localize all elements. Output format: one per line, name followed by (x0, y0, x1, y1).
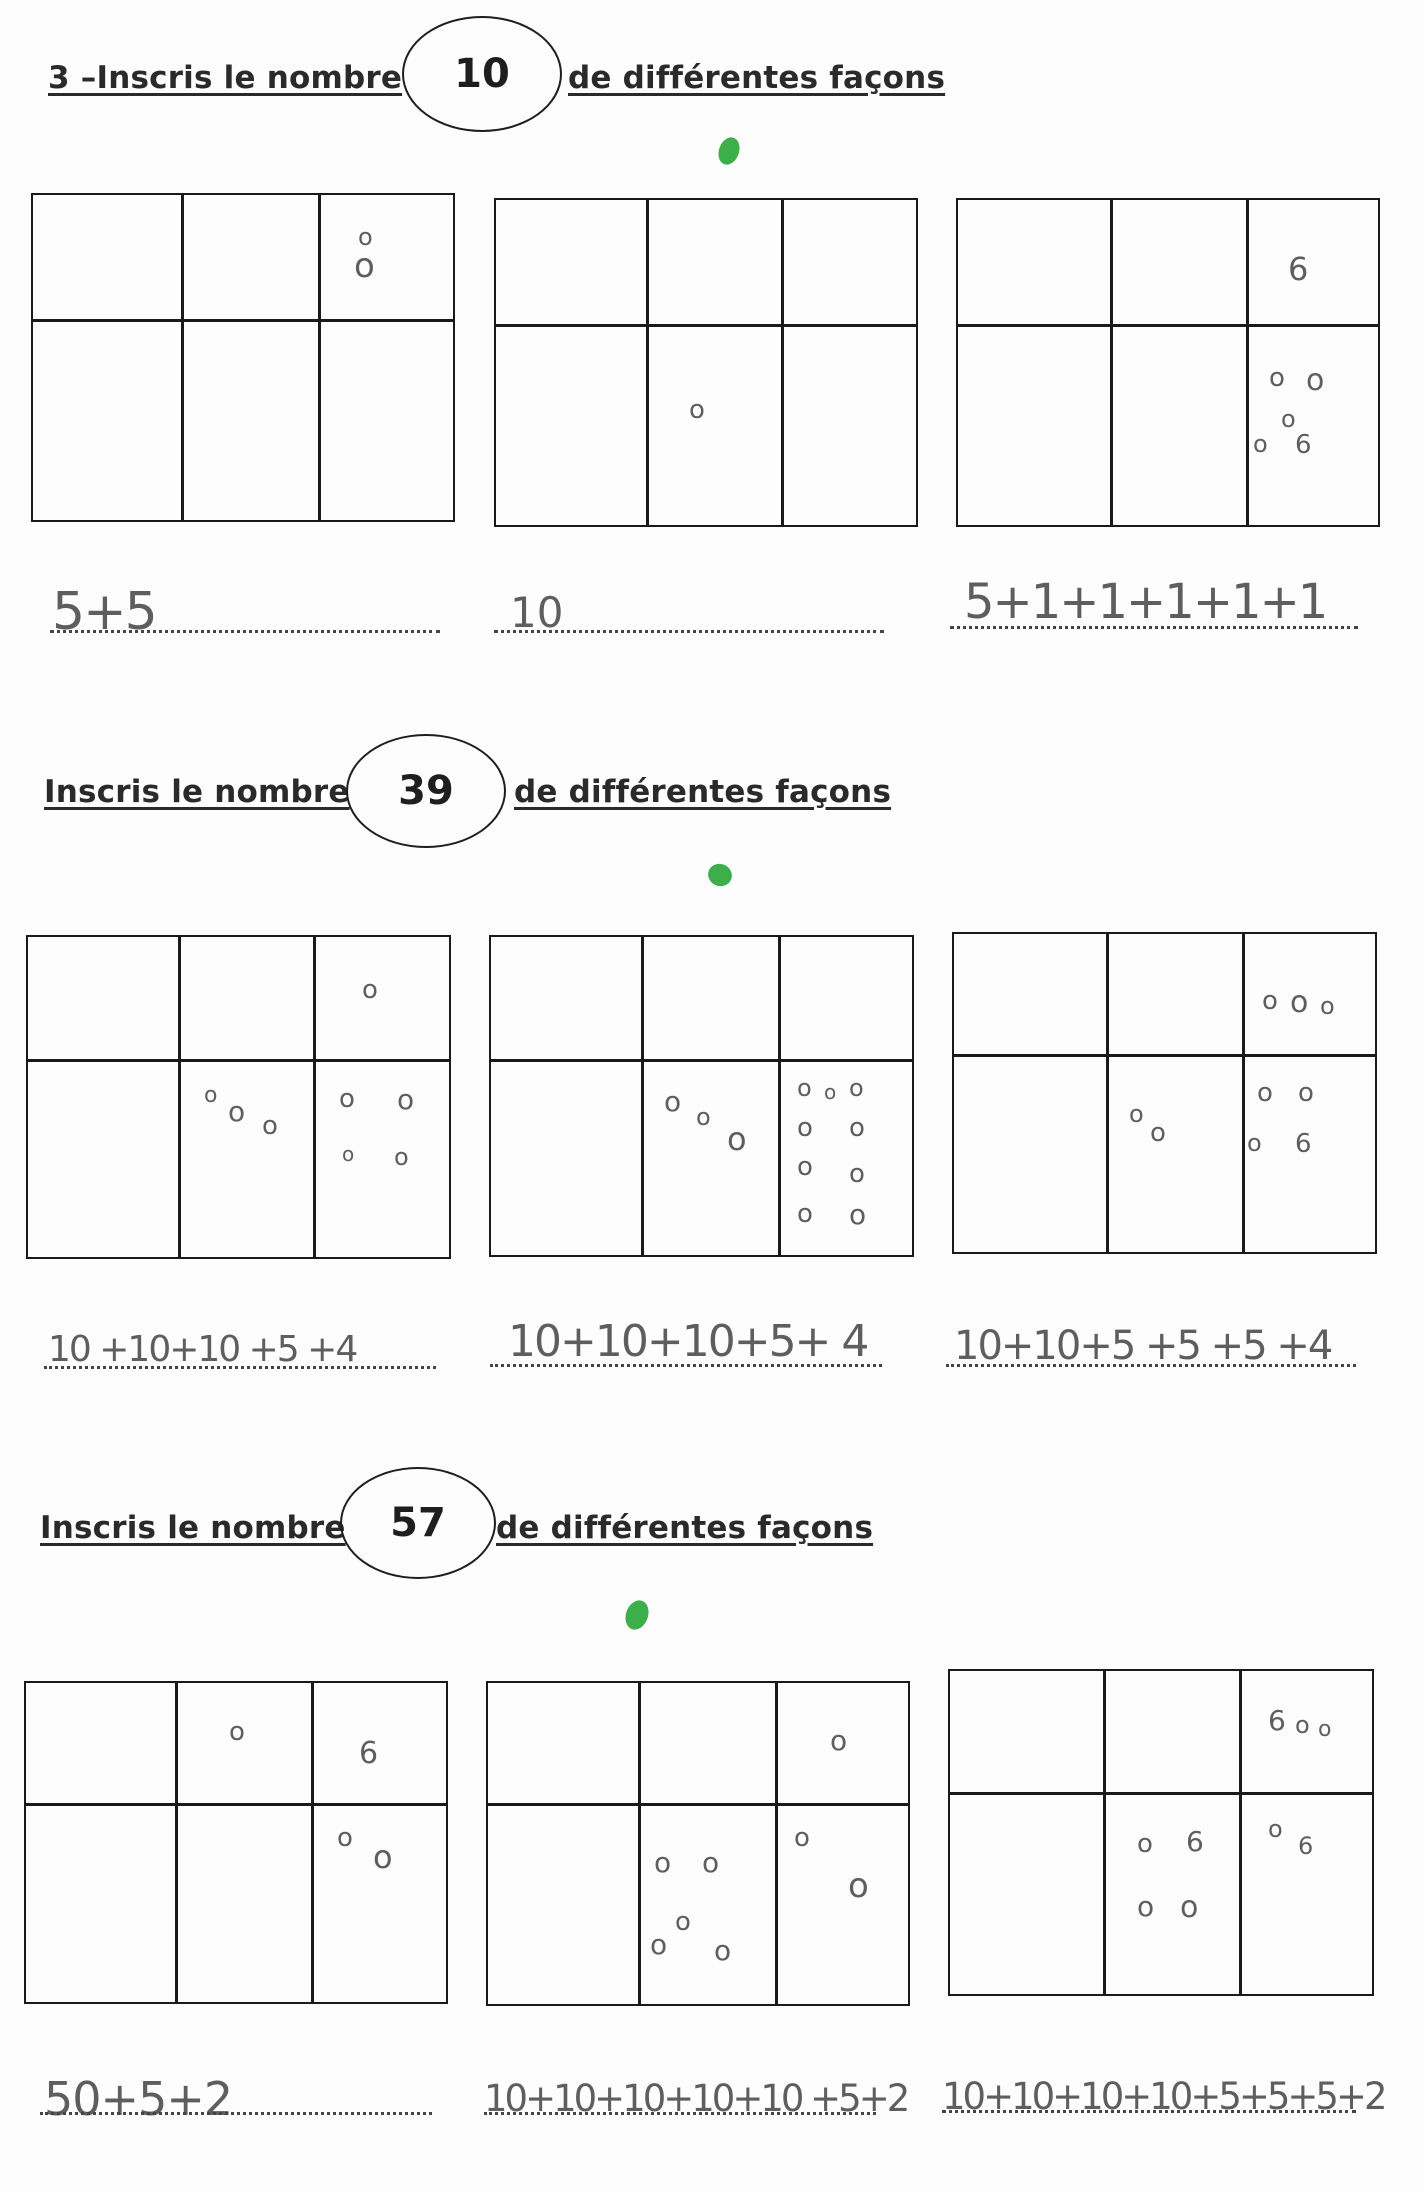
place-value-grid (956, 198, 1380, 527)
bead-mark: o (1129, 1100, 1144, 1128)
bead-mark: o (1268, 1815, 1283, 1843)
bead-mark: o (1137, 1890, 1155, 1923)
section-1-prefix: 3 –Inscris le nombre (48, 60, 403, 96)
green-check-dot (622, 1597, 653, 1633)
bead-mark: o (342, 1142, 355, 1166)
dotted-answer-line (490, 1364, 882, 1367)
bead-mark: o (650, 1928, 668, 1961)
bead-mark: o (1269, 363, 1285, 393)
bead-mark: o (1306, 363, 1325, 398)
bead-mark: o (797, 1199, 813, 1229)
answer-line: 10+10+10+5+ 4 (508, 1316, 868, 1367)
section-1-number: 10 (402, 16, 562, 132)
bead-mark: o (1180, 1890, 1199, 1925)
place-value-grid (494, 198, 918, 527)
bead-mark: o (358, 223, 373, 251)
bead-mark: o (714, 1934, 732, 1967)
answer-line: 10+10+10+10+5+5+5+2 (942, 2075, 1385, 2118)
bead-mark: o (1318, 1717, 1332, 1742)
answer-line: 10+10+5 +5 +5 +4 (954, 1323, 1332, 1369)
bead-mark: o (824, 1080, 837, 1104)
green-check-dot (705, 861, 735, 890)
answer-line: 5+5 (52, 582, 156, 642)
place-value-grid (486, 1681, 910, 2006)
place-value-grid (31, 193, 455, 522)
bead-mark: o (1253, 430, 1268, 458)
answer-line: 10+10+10+10+10 +5+2 (484, 2077, 908, 2120)
bead-mark: o (696, 1103, 711, 1131)
bead-mark: o (337, 1823, 353, 1853)
bead-mark: o (394, 1143, 409, 1171)
bead-mark: o (1281, 405, 1296, 433)
bead-mark: o (1290, 985, 1309, 1020)
bead-mark: 6 (1268, 1704, 1286, 1737)
place-value-grid (489, 935, 914, 1257)
bead-mark: 6 (1288, 250, 1309, 288)
dotted-answer-line (950, 626, 1358, 629)
bead-mark: o (373, 1838, 393, 1876)
bead-mark: o (675, 1907, 691, 1937)
bead-mark: o (362, 975, 378, 1005)
bead-mark: o (830, 1724, 848, 1757)
place-value-grid (948, 1669, 1374, 1996)
bead-mark: o (727, 1120, 747, 1158)
bead-mark: o (797, 1152, 813, 1182)
place-value-grid (24, 1681, 448, 2004)
answer-line: 10 (510, 588, 564, 637)
place-value-grid (952, 932, 1377, 1254)
bead-mark: 6 (1295, 430, 1312, 460)
place-value-grid (26, 935, 451, 1259)
dotted-answer-line (40, 2112, 432, 2115)
bead-mark: 6 (1295, 1129, 1312, 1159)
bead-mark: o (1320, 992, 1335, 1020)
dotted-answer-line (50, 630, 440, 633)
bead-mark: o (204, 1083, 218, 1108)
bead-mark: o (262, 1111, 278, 1141)
dotted-answer-line (494, 630, 884, 633)
answer-line: 5+1+1+1+1+1 (964, 574, 1327, 630)
bead-mark: o (848, 1866, 869, 1906)
bead-mark: o (664, 1085, 682, 1118)
section-2-number: 39 (346, 734, 506, 848)
bead-mark: o (849, 1074, 864, 1102)
bead-mark: o (229, 1717, 245, 1747)
bead-mark: o (1150, 1118, 1166, 1148)
bead-mark: o (702, 1846, 720, 1879)
bead-mark: o (1137, 1829, 1153, 1859)
bead-mark: o (339, 1084, 355, 1114)
bead-mark: o (1262, 986, 1278, 1016)
bead-mark: o (849, 1159, 865, 1189)
dotted-answer-line (942, 2110, 1356, 2113)
section-2-suffix: de différentes façons (514, 774, 892, 810)
section-1-suffix: de différentes façons (568, 60, 946, 96)
dotted-answer-line (44, 1366, 436, 1369)
bead-mark: o (397, 1083, 415, 1116)
bead-mark: o (794, 1823, 810, 1853)
bead-mark: o (228, 1095, 246, 1128)
bead-mark: 6 (1298, 1832, 1314, 1860)
bead-mark: o (354, 246, 375, 286)
bead-mark: o (689, 395, 705, 425)
dotted-answer-line (946, 1364, 1356, 1367)
bead-mark: o (654, 1846, 672, 1879)
bead-mark: o (1298, 1078, 1314, 1108)
answer-line: 50+5+2 (44, 2072, 233, 2126)
section-3-number: 57 (340, 1467, 496, 1579)
green-check-dot (715, 134, 743, 167)
bead-mark: o (797, 1113, 813, 1143)
bead-mark: 6 (1186, 1825, 1204, 1858)
bead-mark: o (1295, 1711, 1310, 1739)
bead-mark: 6 (359, 1736, 379, 1771)
dotted-answer-line (484, 2112, 876, 2115)
bead-mark: o (849, 1113, 865, 1143)
answer-line: 10 +10+10 +5 +4 (48, 1329, 357, 1370)
bead-mark: o (797, 1074, 812, 1102)
section-3-suffix: de différentes façons (496, 1510, 874, 1546)
bead-mark: o (1257, 1078, 1273, 1108)
bead-mark: o (849, 1198, 867, 1231)
bead-mark: o (1247, 1129, 1262, 1157)
section-3-prefix: Inscris le nombre (40, 1510, 346, 1546)
section-2-prefix: Inscris le nombre (44, 774, 350, 810)
